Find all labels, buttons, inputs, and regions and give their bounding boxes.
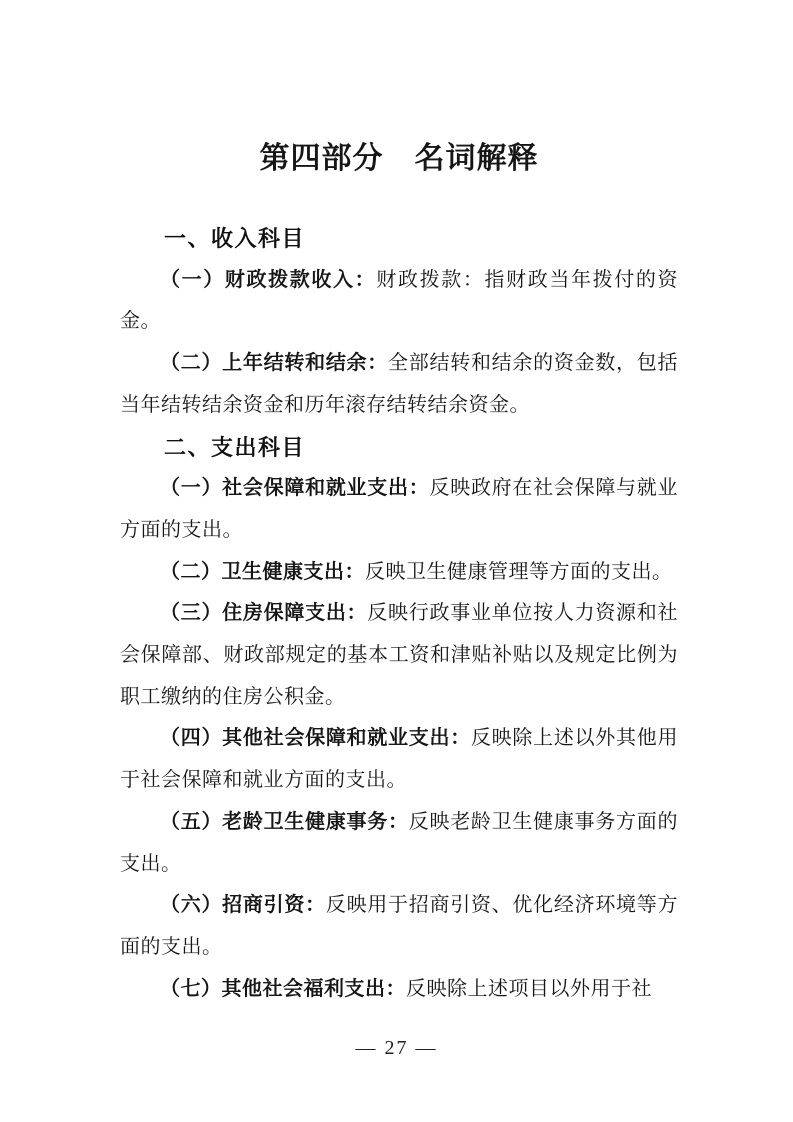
term-definition: 反映行政事业单位按人力资源和社会保障部、财政部规定的基本工资和津贴补贴以及规定比例为职工缴纳的住房公积金。 — [120, 602, 679, 708]
document-body — [120, 218, 678, 1010]
definition-item — [120, 885, 678, 968]
term-definition: 财政拨款：指财政当年拨付的资金。 — [120, 268, 679, 333]
term-label: （一）社会保障和就业支出： — [160, 477, 430, 500]
term-definition: 全部结转和结余的资金数，包括当年结转结余资金和历年滚存结转结余资金。 — [120, 352, 679, 416]
term-label: （二）上年结转和结余： — [160, 352, 389, 375]
page-number: — 27 — — [355, 1037, 438, 1059]
definition-item — [120, 593, 678, 718]
document-title: 第四部分 名词解释 — [259, 142, 539, 175]
term-label: （二）卫生健康支出： — [160, 560, 365, 583]
definition-item — [120, 969, 678, 1011]
term-definition: 反映老龄卫生健康事务方面的支出。 — [120, 810, 678, 875]
term-definition: 反映除上述项目以外用于社 — [406, 977, 652, 1000]
page-content — [120, 0, 678, 1010]
term-label: （三）住房保障支出： — [160, 602, 368, 625]
term-definition: 反映除上述以外其他用于社会保障和就业方面的支出。 — [120, 727, 678, 792]
term-label: （四）其他社会保障和就业支出： — [160, 727, 471, 750]
definition-item — [120, 718, 678, 801]
term-definition: 反映用于招商引资、优化经济环境等方面的支出。 — [120, 894, 679, 958]
term-definition: 反映卫生健康管理等方面的支出。 — [365, 560, 673, 583]
term-label: （六）招商引资： — [160, 894, 326, 917]
definition-item — [120, 552, 678, 594]
definition-item — [120, 260, 678, 343]
section-heading-expenditure: 二、支出科目 — [164, 434, 306, 460]
section-heading-income: 一、收入科目 — [164, 226, 306, 251]
term-label: （七）其他社会福利支出： — [160, 977, 406, 1000]
term-label: （一）财政拨款收入： — [160, 268, 377, 291]
term-definition: 反映政府在社会保障与就业方面的支出。 — [120, 477, 679, 541]
definition-item — [120, 468, 678, 551]
term-label: （五）老龄卫生健康事务： — [160, 810, 409, 833]
definition-item — [120, 802, 678, 885]
definition-item — [120, 343, 678, 426]
